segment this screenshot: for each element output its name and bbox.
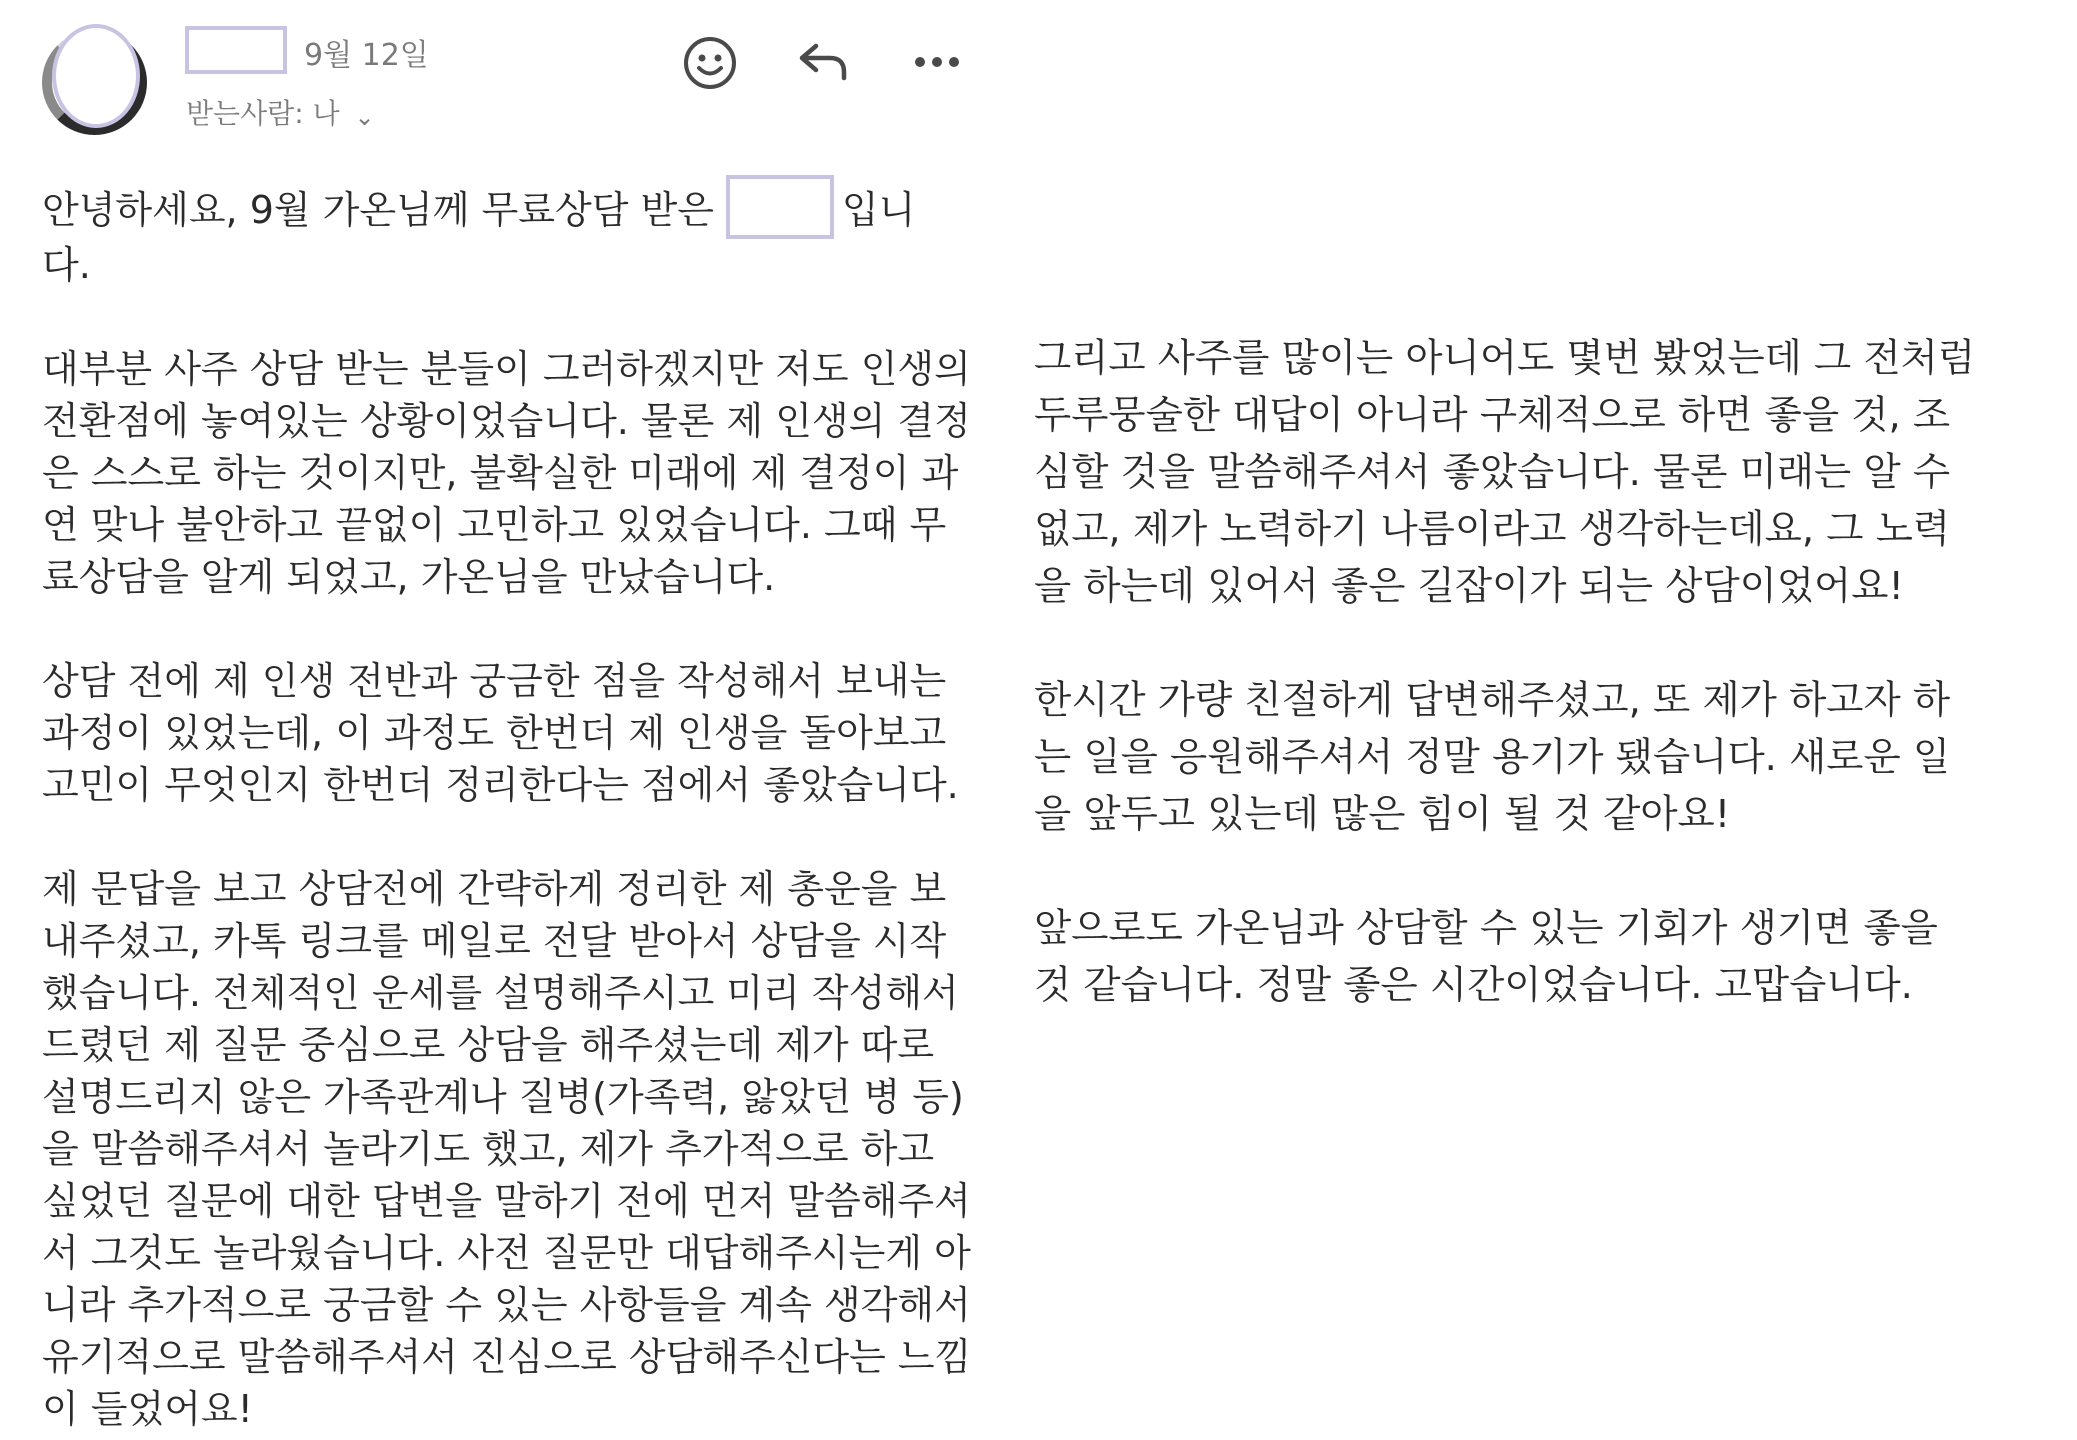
- text-line: 했습니다. 전체적인 운세를 설명해주시고 미리 작성해서: [42, 971, 959, 1015]
- text-line: 상담 전에 제 인생 전반과 궁금한 점을 작성해서 보내는: [42, 659, 947, 703]
- paragraph-gap: [42, 291, 972, 343]
- text-line: 내주셨고, 카톡 링크를 메일로 전달 받아서 상담을 시작: [42, 919, 947, 963]
- text-line: 없고, 제가 노력하기 나름이라고 생각하는데요, 그 노력: [1034, 507, 1951, 552]
- text-line: 과정이 있었는데, 이 과정도 한번더 제 인생을 돌아보고: [42, 711, 947, 755]
- text-line: 한시간 가량 친절하게 답변해주셨고, 또 제가 하고자 하: [1034, 678, 1951, 723]
- message-body-left: [42, 175, 972, 1435]
- paragraph-advice: [1034, 330, 2044, 615]
- intro-line-cont: 다.: [42, 243, 91, 287]
- text-line: 제 문답을 보고 상담전에 간략하게 정리한 제 총운을 보: [42, 867, 947, 911]
- paragraph-gap: [42, 603, 972, 655]
- sender-name-redaction: [185, 26, 287, 74]
- text-line: 설명드리지 않은 가족관계나 질병(가족력, 앓았던 병 등): [42, 1075, 964, 1119]
- text-line: 심할 것을 말씀해주셔서 좋았습니다. 물론 미래는 알 수: [1034, 450, 1951, 495]
- paragraph-closing: [1034, 900, 2044, 1014]
- text-line: 드렸던 제 질문 중심으로 상담을 해주셨는데 제가 따로: [42, 1023, 935, 1067]
- text-line: 는 일을 응원해주셔서 정말 용기가 됐습니다. 새로운 일: [1034, 735, 1951, 780]
- paragraph-situation: [42, 343, 972, 603]
- text-line: 니라 추가적으로 궁금할 수 있는 사항들을 계속 생각해서: [42, 1283, 971, 1327]
- paragraph-preparation: [42, 655, 972, 811]
- emoji-reaction-button[interactable]: [682, 35, 738, 91]
- message-body-right: [1034, 330, 2044, 1014]
- text-line: 싶었던 질문에 대한 답변을 말하기 전에 먼저 말씀해주셔: [42, 1179, 971, 1223]
- avatar-redaction-mask: [52, 24, 140, 128]
- text-line: 을 말씀해주셔서 놀라기도 했고, 제가 추가적으로 하고: [42, 1127, 935, 1171]
- text-line: 고민이 무엇인지 한번더 정리한다는 점에서 좋았습니다.: [42, 763, 959, 807]
- text-line: 전환점에 놓여있는 상황이었습니다. 물론 제 인생의 결정: [42, 399, 971, 443]
- text-line: 을 하는데 있어서 좋은 길잡이가 되는 상담이었어요!: [1034, 564, 1904, 609]
- text-line: 유기적으로 말씀해주셔서 진심으로 상담해주신다는 느낌: [42, 1335, 972, 1379]
- paragraph-encouragement: [1034, 672, 2044, 843]
- text-line: 앞으로도 가온님과 상담할 수 있는 기회가 생기면 좋을: [1034, 906, 1938, 951]
- text-line: 은 스스로 하는 것이지만, 불확실한 미래에 제 결정이 과: [42, 451, 959, 495]
- intro-text-after: 입니: [841, 188, 916, 232]
- paragraph-consultation: [42, 863, 972, 1435]
- reply-button[interactable]: [794, 36, 854, 88]
- more-horizontal-icon: [910, 38, 964, 86]
- text-line: 대부분 사주 상담 받는 분들이 그러하겠지만 저도 인생의: [42, 347, 971, 391]
- text-line: 이 들었어요!: [42, 1387, 253, 1431]
- smiley-icon: [682, 35, 738, 91]
- text-line: 두루뭉술한 대답이 아니라 구체적으로 하면 좋을 것, 조: [1034, 393, 1951, 438]
- message-date: 9월 12일: [304, 38, 429, 73]
- text-line: 서 그것도 놀라웠습니다. 사전 질문만 대답해주시는게 아: [42, 1231, 971, 1275]
- reply-icon: [794, 36, 854, 88]
- recipient-toggle[interactable]: [186, 92, 375, 132]
- more-options-button[interactable]: [910, 38, 964, 86]
- text-line: 을 앞두고 있는데 많은 힘이 될 것 같아요!: [1034, 792, 1731, 837]
- chevron-down-icon: ⌄: [354, 103, 375, 131]
- paragraph-gap: [42, 811, 972, 863]
- paragraph-gap: [1034, 615, 2044, 672]
- intro-text-before: 안녕하세요, 9월 가온님께 무료상담 받은: [42, 188, 714, 232]
- text-line: 료상담을 알게 되었고, 가온님을 만났습니다.: [42, 555, 776, 599]
- text-line: 것 같습니다. 정말 좋은 시간이었습니다. 고맙습니다.: [1034, 963, 1913, 1008]
- text-line: 연 맞나 불안하고 끝없이 고민하고 있었습니다. 그때 무: [42, 503, 947, 547]
- paragraph-gap: [1034, 843, 2044, 900]
- text-line: 그리고 사주를 많이는 아니어도 몇번 봤었는데 그 전처럼: [1034, 336, 1976, 381]
- recipient-label: 받는사람: 나: [186, 97, 340, 130]
- name-redaction-mask: [726, 175, 834, 239]
- intro-line: [42, 175, 972, 239]
